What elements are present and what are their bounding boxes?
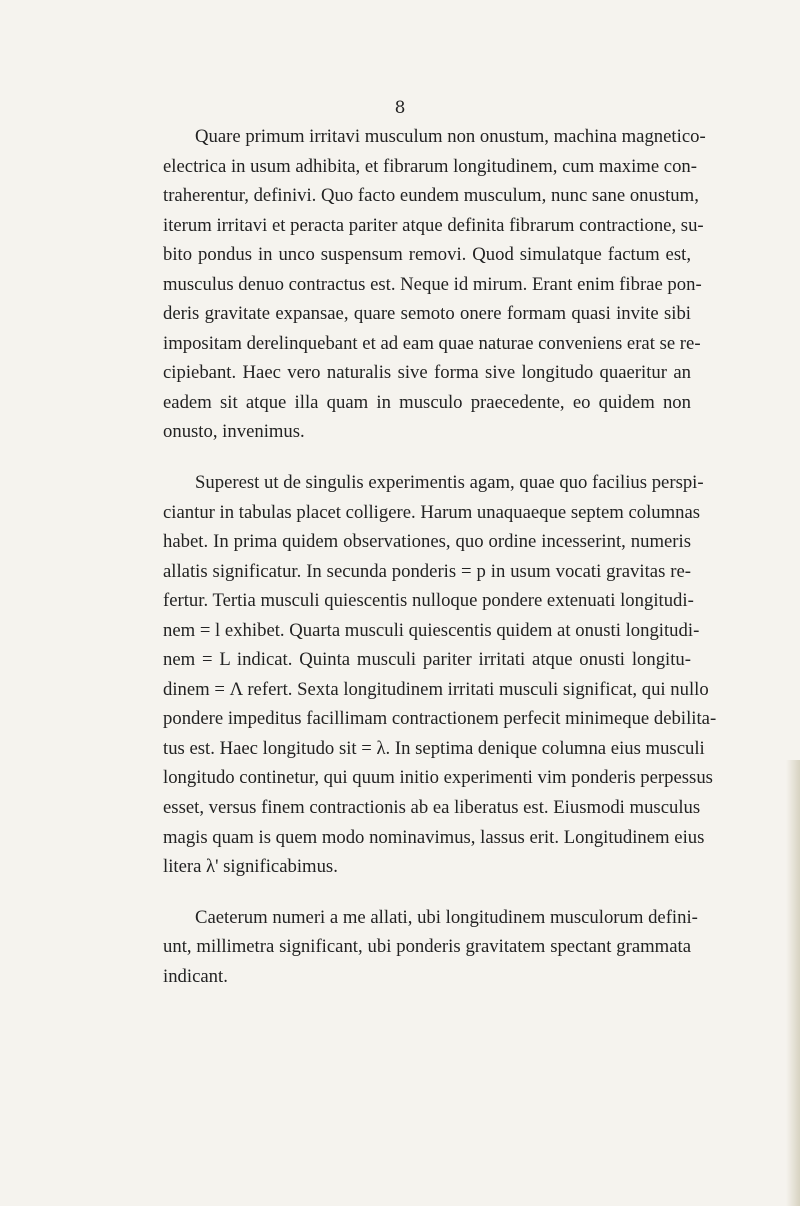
- text-line: cipiebant. Haec vero naturalis sive forma sive longitudo quaeritur an: [163, 362, 691, 384]
- paragraph-2: [163, 468, 717, 882]
- text-line: dinem = Λ refert. Sexta longitudinem irritati musculi significat, qui nullo: [163, 678, 709, 700]
- text-line: fertur. Tertia musculi quiescentis nulloque pondere extenuati longitudi-: [163, 590, 694, 612]
- text-line: magis quam is quem modo nominavimus, lassus erit. Longitudinem eius: [163, 826, 705, 848]
- text-line: indicant.: [163, 965, 228, 987]
- text-line: esset, versus finem contractionis ab ea liberatus est. Eiusmodi musculus: [163, 797, 701, 819]
- paragraph-3: [163, 903, 698, 992]
- text-line: Superest ut de singulis experimentis agam, quae quo facilius perspi-: [195, 472, 704, 494]
- page-number: 8: [394, 98, 406, 118]
- text-line: ciantur in tabulas placet colligere. Harum unaquaeque septem columnas: [163, 501, 701, 523]
- text-line: onusto, invenimus.: [163, 421, 305, 443]
- text-line: longitudo continetur, qui quum initio experimenti vim ponderis perpessus: [163, 767, 713, 789]
- text-line: deris gravitate expansae, quare semoto onere formam quasi invite sibi: [163, 303, 691, 325]
- text-line: Quare primum irritavi musculum non onustum, machina magnetico-: [195, 126, 706, 147]
- text-line: Caeterum numeri a me allati, ubi longitudinem musculorum defini-: [195, 906, 698, 928]
- text-line: traherentur, definivi. Quo facto eundem musculum, nunc sane onustum,: [163, 185, 699, 207]
- text-line: bito pondus in unco suspensum removi. Quod simulatque factum est,: [163, 244, 691, 266]
- text-line: tus est. Haec longitudo sit = λ. In septima denique columna eius musculi: [163, 737, 705, 759]
- paragraph-1: [163, 122, 706, 447]
- text-line: unt, millimetra significant, ubi ponderis gravitatem spectant grammata: [163, 936, 691, 958]
- text-line: allatis significatur. In secunda ponderis = p in usum vocati gravitas re-: [163, 560, 691, 582]
- body-text: [163, 122, 717, 991]
- text-line: impositam derelinquebant et ad eam quae naturae conveniens erat se re-: [163, 332, 701, 354]
- text-line: litera λ' significabimus.: [163, 856, 338, 878]
- page-edge-stain: [786, 760, 800, 1206]
- text-line: musculus denuo contractus est. Neque id mirum. Erant enim fibrae pon-: [163, 273, 702, 295]
- text-line: nem = l exhibet. Quarta musculi quiescentis quidem at onusti longitudi-: [163, 619, 700, 641]
- text-line: iterum irritavi et peracta pariter atque definita fibrarum contractione, su-: [163, 214, 704, 236]
- text-line: eadem sit atque illa quam in musculo praecedente, eo quidem non: [163, 391, 691, 413]
- text-line: nem = L indicat. Quinta musculi pariter irritati atque onusti longitu-: [163, 649, 691, 671]
- text-line: pondere impeditus facillimam contractionem perfecit minimeque debilita-: [163, 708, 717, 730]
- text-line: electrica in usum adhibita, et fibrarum longitudinem, cum maxime con-: [163, 155, 697, 177]
- text-line: habet. In prima quidem observationes, quo ordine incesserint, numeris: [163, 531, 691, 553]
